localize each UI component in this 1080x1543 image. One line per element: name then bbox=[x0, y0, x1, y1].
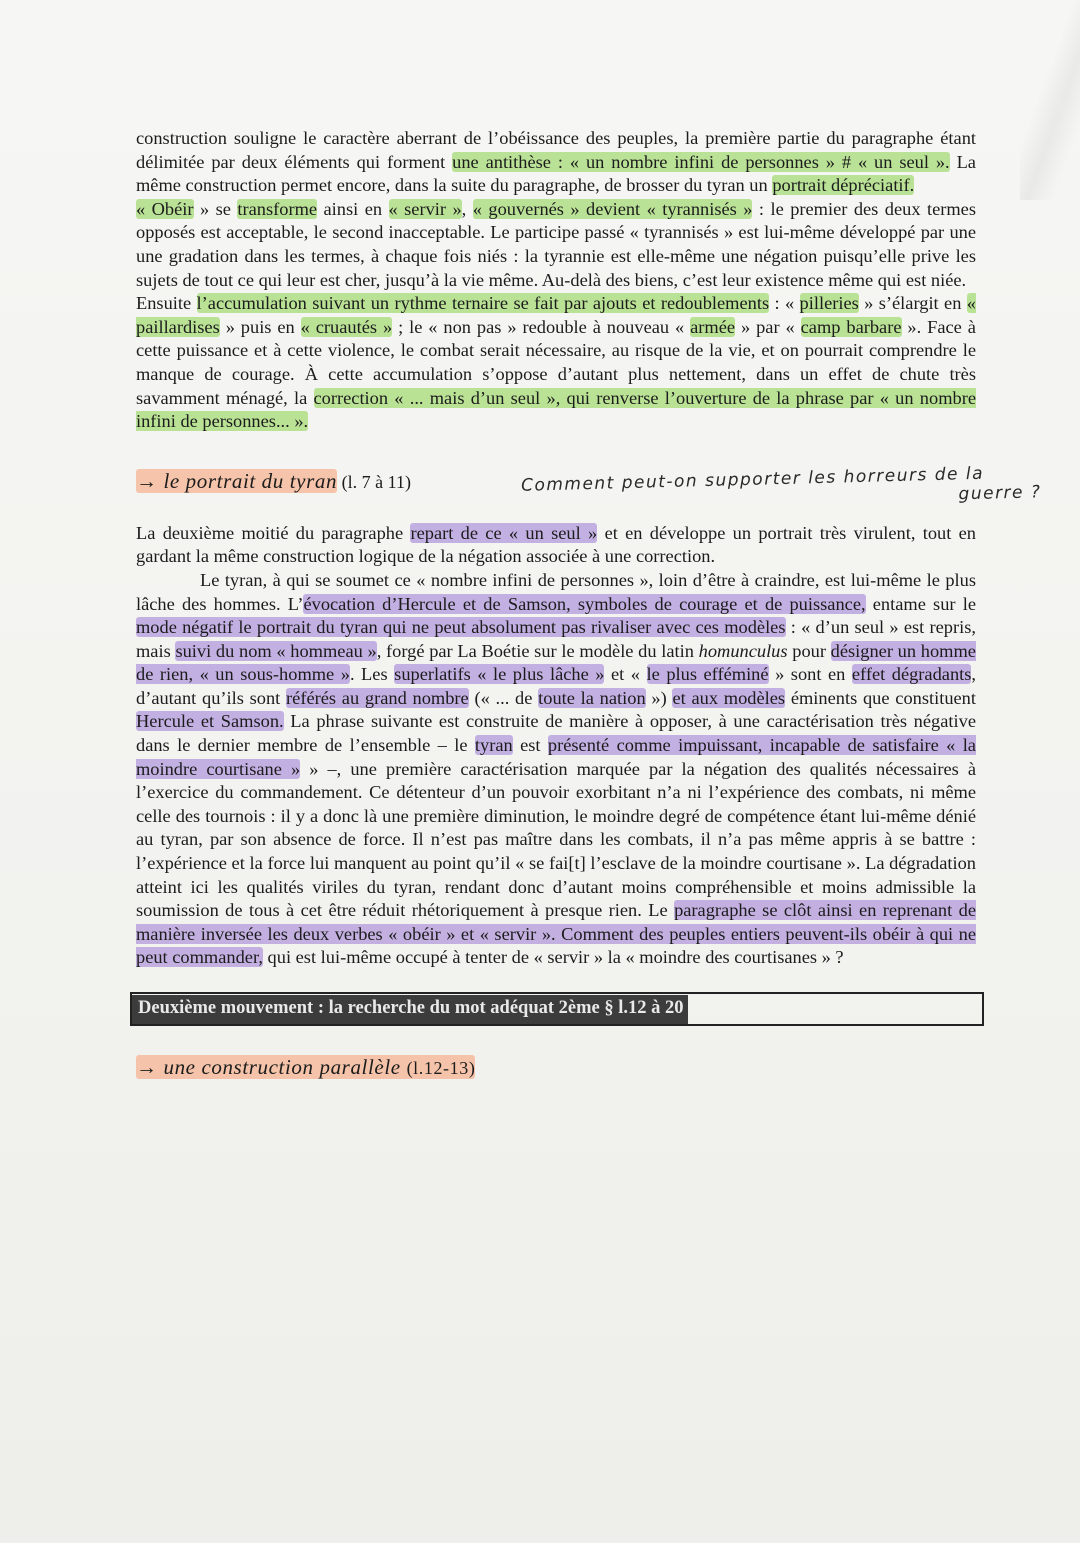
highlight-purple: superlatifs « le plus lâche » bbox=[394, 664, 605, 685]
text: La deuxième moitié du paragraphe bbox=[136, 522, 404, 543]
highlight-green: une antithèse : « un nombre infini de personnes » # « un seul ». bbox=[452, 151, 950, 172]
highlight-green: armée bbox=[690, 316, 736, 337]
text: Ensuite bbox=[136, 293, 192, 314]
text: et en développe un portrait très virulent, tout en gardant la même construction logique de la négation associée à une correction. bbox=[136, 522, 977, 567]
movement-title: Deuxième mouvement : la recherche du mot adéquat 2ème § l.12 à 20 bbox=[132, 995, 688, 1024]
highlight-green: « Obéir bbox=[136, 198, 194, 219]
italic-term: homunculus bbox=[698, 640, 788, 661]
highlight-purple: tyran bbox=[474, 735, 513, 756]
highlight-purple: désigner un homme de rien, « un sous-homme » bbox=[136, 640, 976, 685]
section-title: une construction parallèle bbox=[163, 1055, 401, 1079]
arrow-icon: → bbox=[136, 1055, 158, 1079]
highlight-green: portrait dépréciatif. bbox=[772, 175, 915, 196]
text: » –, une première caractérisation marquée par la négation des qualités nécessaires à l’exercice du commandement. Ce détenteur d’un pouvoir exorbitant n’a ni l’expérience des combats, ni même celle des tournois : il y a donc là une première diminution, le moindre degré de compétence étant lui-même dénié au tyran, par son absence de force. Il n’est pas maître dans les combats, il n’a pas même appris à se battre : l’expérience et la force lui manquent au point qu’il « se fai[t] l’esclave de la moindre courtisane ». La dégradation atteint ici les qualités viriles du tyran, rendant donc d’autant moins compréhensible et moins admissible la soumission de tous à cet être réduit rhétoriquement à presque rien. Le bbox=[136, 758, 976, 921]
text: ») bbox=[651, 687, 667, 708]
text: pour bbox=[792, 640, 826, 661]
highlight-purple: présenté comme impuissant, incapable de satisfaire « la moindre courtisane » bbox=[136, 735, 976, 779]
highlight-purple: mode négatif le portrait du tyran qui ne peut absolument pas rivaliser avec ces modèles bbox=[136, 617, 786, 638]
text: éminents que constituent bbox=[790, 687, 976, 708]
text: La même construction permet encore, dans la suite du paragraphe, de brosser du tyran un bbox=[136, 151, 976, 196]
page-edge-shadow bbox=[1020, 0, 1080, 200]
text: : le premier des deux termes opposés est acceptable, le second inacceptable. Le participe passé « tyrannisés » est lui-même développé par une une gradation dans les termes, à chaque fois niés : la tyrannie est elle-même une négation puisqu’elle prive les sujets de tout ce qui leur est cher, jusqu’à la vie même. Au-delà des biens, c’est leur existence même qui est niée. bbox=[136, 198, 976, 290]
highlight-purple: effet dégradants bbox=[851, 664, 972, 685]
highlight-green: l’accumulation suivant un rythme ternaire se fait par ajouts et redoublements bbox=[196, 293, 770, 314]
text: ». Face à cette puissance et à cette violence, le combat serait nécessaire, au risque de la vie, et on pourrait comprendre le manque de courage. À cette accumulation s’oppose d’autant plus nettement, dans un effet de chute très savamment ménagé, la bbox=[136, 316, 976, 408]
highlight-green: « servir » bbox=[388, 198, 462, 219]
text: (« ... de bbox=[474, 687, 533, 708]
movement-box bbox=[130, 992, 984, 1026]
paragraph-obeir-servir bbox=[136, 198, 976, 292]
heading-highlight-orange bbox=[136, 1055, 475, 1079]
paragraph-antithese bbox=[136, 127, 976, 198]
highlight-purple: suivi du nom « hommeau » bbox=[175, 640, 377, 661]
document-body bbox=[136, 127, 1042, 1088]
line-reference: (l. 7 à 11) bbox=[341, 471, 411, 492]
text: Le tyran, à qui se soumet ce « nombre infini de personnes », loin d’être à craindre, est lui-même le plus lâche des hommes. L’ bbox=[136, 569, 976, 614]
section-heading-portrait bbox=[136, 463, 1042, 505]
highlight-green: transforme bbox=[237, 198, 318, 219]
handnote-line-1: Comment peut-on supporter les horreurs de la bbox=[520, 463, 985, 496]
text: » puis en bbox=[225, 316, 295, 337]
highlight-purple: évocation d’Hercule et de Samson, symboles de courage et de puissance, bbox=[303, 593, 866, 614]
text: La phrase suivante est construite de manière à opposer, à une caractérisation très négative dans le dernier membre de l’ensemble – le bbox=[136, 711, 976, 756]
text: ; le « non pas » redouble à nouveau « bbox=[398, 316, 685, 337]
paragraph-accumulation bbox=[136, 292, 976, 434]
highlight-purple: repart de ce « un seul » bbox=[410, 522, 598, 543]
text: , d’autant qu’ils sont bbox=[136, 664, 977, 708]
text: est bbox=[520, 735, 541, 756]
paragraph-deuxieme-moitie bbox=[136, 522, 976, 569]
text: et « bbox=[611, 664, 641, 685]
text: » par « bbox=[740, 316, 795, 337]
section-title: le portrait du tyran bbox=[163, 468, 338, 493]
text: . Les bbox=[349, 664, 388, 685]
highlight-purple: référés au grand nombre bbox=[286, 687, 469, 708]
highlight-purple: toute la nation bbox=[538, 687, 646, 708]
text: , forgé par La Boétie sur le modèle du latin bbox=[376, 640, 694, 661]
highlight-green: pilleries bbox=[799, 293, 859, 314]
text: , bbox=[461, 198, 467, 219]
highlight-green: correction « ... mais d’un seul », qui renverse l’ouverture de la phrase par « un nombre infini de personnes... ». bbox=[136, 387, 976, 432]
paragraph-tyran bbox=[136, 569, 976, 970]
highlight-purple: Hercule et Samson. bbox=[136, 711, 284, 732]
line-reference: (l.12-13) bbox=[406, 1058, 476, 1078]
text: » se bbox=[199, 198, 231, 219]
text: construction souligne le caractère aberrant de l’obéissance des peuples, la première partie du paragraphe étant délimitée par deux éléments qui forment bbox=[136, 128, 976, 172]
highlight-purple: et aux modèles bbox=[672, 687, 786, 708]
highlight-green: « gouvernés » devient « tyrannisés » bbox=[472, 198, 753, 219]
section-heading-construction bbox=[136, 1056, 976, 1088]
text: : « bbox=[774, 293, 795, 314]
highlight-purple: paragraphe se clôt ainsi en reprenant de manière inversée les deux verbes « obéir » et « servir ». Comment des peuples entiers peuvent-ils obéir à qui ne peut commander, bbox=[136, 900, 976, 968]
highlight-green: « cruautés » bbox=[300, 316, 393, 337]
text: » s’élargit en bbox=[864, 293, 962, 314]
highlight-green: camp barbare bbox=[800, 316, 902, 337]
text: : « d’un seul » est repris, mais bbox=[136, 617, 976, 661]
handwritten-note bbox=[520, 461, 1042, 505]
arrow-icon: → bbox=[136, 468, 158, 493]
heading-highlight-orange bbox=[136, 469, 337, 493]
text: qui est lui-même occupé à tenter de « servir » la « moindre des courtisanes » ? bbox=[267, 947, 844, 968]
highlight-purple: le plus efféminé bbox=[646, 664, 769, 685]
text: entame sur le bbox=[872, 593, 976, 614]
handnote-line-2: guerre ? bbox=[958, 481, 1042, 505]
highlight-green: « paillardises bbox=[136, 293, 976, 337]
text: ainsi en bbox=[323, 198, 383, 219]
text: » sont en bbox=[775, 664, 846, 685]
